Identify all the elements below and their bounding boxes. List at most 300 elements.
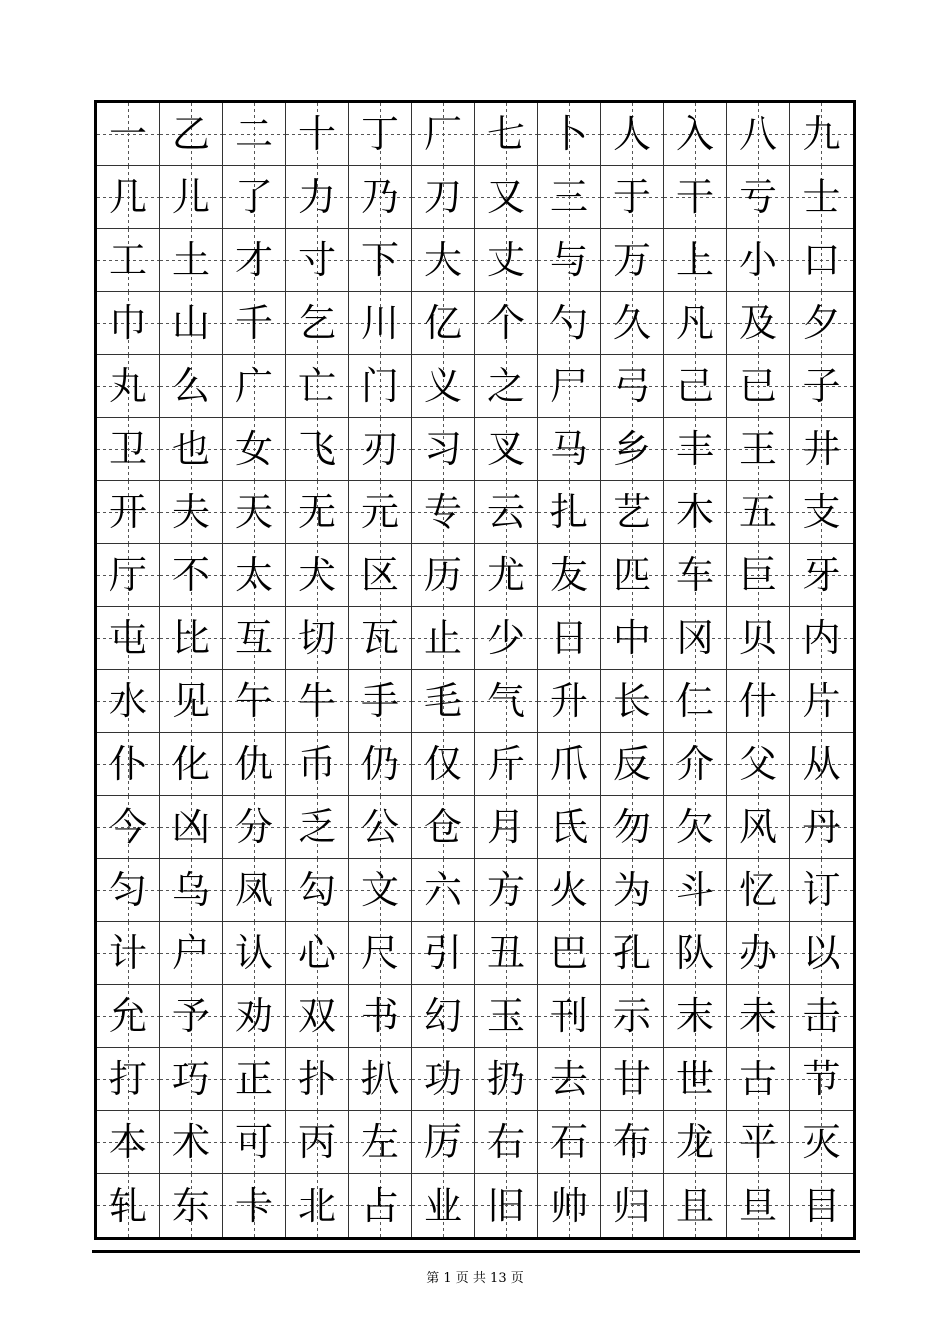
grid-cell	[349, 292, 412, 355]
grid-cell	[727, 607, 790, 670]
practice-character: 丰	[675, 427, 714, 471]
grid-cell	[97, 733, 160, 796]
practice-character: 乡	[612, 427, 651, 471]
practice-character: 勺	[549, 301, 588, 345]
practice-character: 又	[486, 175, 525, 219]
grid-cell	[223, 859, 286, 922]
practice-character: 及	[738, 301, 777, 345]
practice-character: 亿	[423, 301, 462, 345]
grid-cell	[160, 796, 223, 859]
practice-character: 丙	[297, 1120, 336, 1164]
practice-character: 东	[171, 1183, 210, 1228]
practice-character: 牛	[297, 679, 336, 723]
grid-cell	[97, 796, 160, 859]
grid-cell	[160, 166, 223, 229]
grid-cell	[223, 481, 286, 544]
grid-cell	[475, 1048, 538, 1111]
practice-character: 斤	[486, 742, 525, 786]
grid-cell	[601, 229, 664, 292]
grid-cell	[349, 103, 412, 166]
grid-cell	[97, 103, 160, 166]
grid-cell	[475, 796, 538, 859]
grid-cell	[349, 229, 412, 292]
grid-cell	[664, 670, 727, 733]
grid-cell	[727, 1048, 790, 1111]
grid-cell	[412, 229, 475, 292]
grid-cell	[664, 859, 727, 922]
practice-character: 女	[234, 427, 273, 471]
grid-cell	[223, 796, 286, 859]
practice-character: 书	[360, 994, 399, 1038]
grid-cell	[286, 292, 349, 355]
practice-character: 功	[423, 1057, 462, 1101]
grid-cell	[349, 859, 412, 922]
practice-character: 七	[486, 112, 525, 156]
practice-character: 王	[738, 427, 777, 471]
grid-cell	[412, 1174, 475, 1237]
practice-character: 上	[675, 238, 714, 282]
practice-character: 今	[108, 805, 147, 849]
practice-character: 之	[486, 364, 525, 408]
practice-character: 风	[738, 805, 777, 849]
practice-character: 工	[108, 238, 147, 282]
grid-cell	[601, 292, 664, 355]
practice-character: 币	[297, 742, 336, 786]
grid-cell	[538, 544, 601, 607]
practice-character: 仇	[234, 742, 273, 786]
grid-cell	[538, 1048, 601, 1111]
grid-cell	[286, 733, 349, 796]
practice-character: 亏	[738, 175, 777, 219]
grid-cell	[160, 481, 223, 544]
practice-character: 升	[549, 679, 588, 723]
practice-character: 也	[171, 427, 210, 471]
grid-cell	[790, 922, 853, 985]
practice-character: 古	[738, 1057, 777, 1101]
practice-character: 区	[360, 553, 399, 597]
practice-character: 了	[234, 175, 273, 219]
grid-cell	[160, 670, 223, 733]
practice-character: 分	[234, 805, 273, 849]
practice-character: 火	[549, 868, 588, 912]
practice-character: 牙	[802, 553, 841, 597]
practice-character: 互	[234, 616, 273, 660]
grid-cell	[286, 481, 349, 544]
grid-cell	[223, 166, 286, 229]
practice-character: 乙	[171, 112, 210, 156]
practice-character: 心	[297, 931, 336, 975]
practice-character: 巾	[108, 301, 147, 345]
practice-character: 且	[675, 1183, 714, 1228]
grid-cell	[97, 985, 160, 1048]
grid-cell	[286, 544, 349, 607]
practice-character: 以	[802, 931, 841, 975]
practice-character: 比	[171, 616, 210, 660]
practice-character: 历	[423, 553, 462, 597]
grid-cell	[349, 922, 412, 985]
practice-character: 化	[171, 742, 210, 786]
grid-cell	[538, 481, 601, 544]
practice-character: 扒	[360, 1057, 399, 1101]
grid-cell	[349, 1111, 412, 1174]
grid-cell	[790, 607, 853, 670]
grid-cell	[223, 103, 286, 166]
grid-cell	[664, 1174, 727, 1237]
practice-character: 水	[108, 679, 147, 723]
grid-cell	[475, 922, 538, 985]
practice-character: 正	[234, 1057, 273, 1101]
grid-cell	[349, 607, 412, 670]
practice-character: 己	[675, 364, 714, 408]
character-practice-grid	[94, 100, 856, 1240]
practice-character: 午	[234, 679, 273, 723]
grid-cell	[475, 733, 538, 796]
practice-character: 尸	[549, 364, 588, 408]
grid-cell	[475, 292, 538, 355]
grid-cell	[538, 1111, 601, 1174]
practice-character: 刀	[423, 175, 462, 219]
grid-cell	[286, 607, 349, 670]
practice-character: 队	[675, 931, 714, 975]
grid-cell	[475, 985, 538, 1048]
grid-cell	[97, 292, 160, 355]
grid-cell	[412, 796, 475, 859]
practice-character: 去	[549, 1057, 588, 1101]
grid-cell	[664, 166, 727, 229]
practice-character: 儿	[171, 175, 210, 219]
grid-cell	[727, 1111, 790, 1174]
practice-character: 丸	[108, 364, 147, 408]
grid-cell	[286, 103, 349, 166]
grid-cell	[97, 1174, 160, 1237]
practice-character: 轧	[108, 1183, 147, 1228]
practice-character: 龙	[675, 1120, 714, 1164]
grid-cell	[727, 292, 790, 355]
practice-character: 勾	[297, 868, 336, 912]
grid-cell	[538, 103, 601, 166]
grid-cell	[538, 985, 601, 1048]
practice-character: 厉	[423, 1120, 462, 1164]
grid-cell	[412, 103, 475, 166]
practice-character: 世	[675, 1057, 714, 1101]
practice-character: 弓	[612, 364, 651, 408]
practice-character: 凶	[171, 805, 210, 849]
practice-character: 方	[486, 868, 525, 912]
grid-cell	[286, 1048, 349, 1111]
grid-cell	[601, 922, 664, 985]
practice-character: 未	[738, 994, 777, 1038]
grid-cell	[97, 229, 160, 292]
practice-character: 予	[171, 994, 210, 1038]
practice-character: 少	[486, 616, 525, 660]
practice-character: 什	[738, 679, 777, 723]
grid-cell	[97, 418, 160, 481]
grid-cell	[223, 985, 286, 1048]
practice-character: 厅	[108, 553, 147, 597]
grid-cell	[664, 481, 727, 544]
practice-character: 右	[486, 1120, 525, 1164]
practice-character: 巧	[171, 1057, 210, 1101]
practice-character: 川	[360, 301, 399, 345]
grid-cell	[160, 1111, 223, 1174]
grid-cell	[601, 418, 664, 481]
practice-character: 亡	[297, 364, 336, 408]
grid-cell	[727, 985, 790, 1048]
grid-cell	[727, 859, 790, 922]
practice-character: 布	[612, 1120, 651, 1164]
practice-character: 久	[612, 301, 651, 345]
grid-cell	[475, 544, 538, 607]
grid-cell	[475, 355, 538, 418]
practice-character: 示	[612, 994, 651, 1038]
practice-character: 气	[486, 679, 525, 723]
practice-character: 计	[108, 931, 147, 975]
grid-cell	[160, 859, 223, 922]
grid-cell	[223, 922, 286, 985]
grid-cell	[664, 418, 727, 481]
practice-character: 匀	[108, 868, 147, 912]
grid-cell	[790, 1111, 853, 1174]
practice-character: 术	[171, 1120, 210, 1164]
grid-cell	[601, 796, 664, 859]
practice-character: 仅	[423, 742, 462, 786]
grid-cell	[286, 166, 349, 229]
practice-character: 六	[423, 868, 462, 912]
grid-cell	[790, 1174, 853, 1237]
grid-cell	[412, 355, 475, 418]
grid-cell	[790, 796, 853, 859]
grid-cell	[160, 229, 223, 292]
grid-cell	[223, 1111, 286, 1174]
practice-character: 子	[802, 364, 841, 408]
grid-cell	[727, 544, 790, 607]
practice-character: 义	[423, 364, 462, 408]
practice-character: 公	[360, 805, 399, 849]
grid-cell	[475, 1174, 538, 1237]
grid-cell	[349, 1048, 412, 1111]
grid-cell	[412, 166, 475, 229]
grid-cell	[286, 985, 349, 1048]
grid-cell	[601, 355, 664, 418]
grid-cell	[412, 481, 475, 544]
grid-cell	[601, 1174, 664, 1237]
practice-character: 木	[675, 490, 714, 534]
practice-character: 扔	[486, 1057, 525, 1101]
practice-character: 厂	[423, 112, 462, 156]
grid-cell	[601, 1048, 664, 1111]
practice-character: 云	[486, 490, 525, 534]
practice-character: 十	[297, 112, 336, 156]
practice-character: 与	[549, 238, 588, 282]
practice-character: 欠	[675, 805, 714, 849]
practice-character: 飞	[297, 427, 336, 471]
practice-character: 个	[486, 301, 525, 345]
practice-character: 为	[612, 868, 651, 912]
grid-cell	[97, 1111, 160, 1174]
practice-character: 帅	[549, 1183, 588, 1228]
practice-character: 内	[802, 616, 841, 660]
grid-cell	[475, 859, 538, 922]
practice-character: 匹	[612, 553, 651, 597]
practice-character: 父	[738, 742, 777, 786]
grid-cell	[223, 733, 286, 796]
practice-character: 屯	[108, 616, 147, 660]
practice-character: 手	[360, 679, 399, 723]
grid-cell	[223, 292, 286, 355]
grid-cell	[160, 985, 223, 1048]
practice-character: 扎	[549, 490, 588, 534]
practice-character: 车	[675, 553, 714, 597]
grid-cell	[160, 1048, 223, 1111]
practice-character: 勿	[612, 805, 651, 849]
practice-character: 土	[171, 238, 210, 282]
practice-character: 介	[675, 742, 714, 786]
practice-character: 犬	[297, 553, 336, 597]
practice-character: 末	[675, 994, 714, 1038]
practice-character: 见	[171, 679, 210, 723]
practice-character: 毛	[423, 679, 462, 723]
grid-cell	[286, 355, 349, 418]
grid-cell	[727, 229, 790, 292]
grid-cell	[727, 355, 790, 418]
page-number-footer: 第 1 页 共 13 页	[426, 1271, 524, 1286]
practice-character: 旦	[738, 1183, 777, 1228]
grid-cell	[790, 859, 853, 922]
practice-character: 乞	[297, 301, 336, 345]
grid-cell	[538, 229, 601, 292]
practice-character: 专	[423, 490, 462, 534]
grid-cell	[412, 733, 475, 796]
practice-character: 户	[171, 931, 210, 975]
grid-cell	[412, 985, 475, 1048]
grid-cell	[664, 796, 727, 859]
grid-cell	[349, 985, 412, 1048]
grid-cell	[160, 733, 223, 796]
grid-cell	[475, 670, 538, 733]
practice-character: 反	[612, 742, 651, 786]
grid-cell	[97, 544, 160, 607]
practice-character: 九	[802, 112, 841, 156]
practice-character: 仓	[423, 805, 462, 849]
grid-cell	[349, 670, 412, 733]
practice-character: 长	[612, 679, 651, 723]
practice-character: 引	[423, 931, 462, 975]
grid-cell	[349, 544, 412, 607]
grid-cell	[349, 418, 412, 481]
grid-cell	[160, 292, 223, 355]
practice-character: 千	[234, 301, 273, 345]
grid-cell	[475, 607, 538, 670]
grid-cell	[538, 355, 601, 418]
grid-cell	[727, 1174, 790, 1237]
grid-cell	[286, 229, 349, 292]
practice-character: 乏	[297, 805, 336, 849]
practice-character: 巨	[738, 553, 777, 597]
grid-cell	[601, 544, 664, 607]
practice-character: 么	[171, 364, 210, 408]
practice-character: 平	[738, 1120, 777, 1164]
practice-character: 友	[549, 553, 588, 597]
practice-character: 乌	[171, 868, 210, 912]
grid-cell	[97, 922, 160, 985]
grid-cell	[349, 481, 412, 544]
practice-character: 幻	[423, 994, 462, 1038]
grid-cell	[97, 481, 160, 544]
practice-character: 寸	[297, 238, 336, 282]
grid-cell	[727, 166, 790, 229]
grid-cell	[601, 166, 664, 229]
practice-character: 日	[549, 616, 588, 660]
grid-cell	[601, 859, 664, 922]
grid-cell	[538, 922, 601, 985]
grid-cell	[790, 481, 853, 544]
grid-cell	[160, 355, 223, 418]
practice-character: 叉	[486, 427, 525, 471]
practice-character: 扑	[297, 1057, 336, 1101]
grid-cell	[601, 1111, 664, 1174]
practice-character: 止	[423, 616, 462, 660]
grid-cell	[790, 1048, 853, 1111]
grid-cell	[538, 418, 601, 481]
grid-cell	[790, 670, 853, 733]
practice-character: 乃	[360, 175, 399, 219]
practice-character: 干	[675, 175, 714, 219]
practice-character: 玉	[486, 994, 525, 1038]
grid-cell	[790, 544, 853, 607]
practice-character: 凤	[234, 868, 273, 912]
practice-character: 击	[802, 994, 841, 1038]
practice-character: 片	[802, 679, 841, 723]
grid-cell	[223, 607, 286, 670]
practice-character: 三	[549, 175, 588, 219]
practice-character: 尺	[360, 931, 399, 975]
practice-character: 允	[108, 994, 147, 1038]
grid-cell	[349, 733, 412, 796]
grid-cell	[790, 418, 853, 481]
grid-cell	[97, 1048, 160, 1111]
practice-character: 甘	[612, 1057, 651, 1101]
practice-character: 丁	[360, 112, 399, 156]
grid-cell	[412, 607, 475, 670]
grid-cell	[790, 103, 853, 166]
practice-character: 文	[360, 868, 399, 912]
practice-character: 于	[612, 175, 651, 219]
practice-character: 仆	[108, 742, 147, 786]
grid-cell	[412, 544, 475, 607]
grid-cell	[727, 796, 790, 859]
grid-cell	[160, 418, 223, 481]
practice-character: 氏	[549, 805, 588, 849]
practice-character: 节	[802, 1057, 841, 1101]
practice-character: 小	[738, 238, 777, 282]
practice-character: 门	[360, 364, 399, 408]
practice-character: 认	[234, 931, 273, 975]
practice-character: 广	[234, 364, 273, 408]
grid-cell	[601, 733, 664, 796]
practice-character: 下	[360, 238, 399, 282]
practice-character: 丈	[486, 238, 525, 282]
grid-cell	[349, 355, 412, 418]
practice-character: 几	[108, 175, 147, 219]
grid-cell	[664, 355, 727, 418]
practice-character: 办	[738, 931, 777, 975]
grid-cell	[97, 670, 160, 733]
grid-cell	[664, 985, 727, 1048]
grid-cell	[538, 670, 601, 733]
practice-character: 双	[297, 994, 336, 1038]
grid-cell	[727, 922, 790, 985]
grid-cell	[727, 733, 790, 796]
